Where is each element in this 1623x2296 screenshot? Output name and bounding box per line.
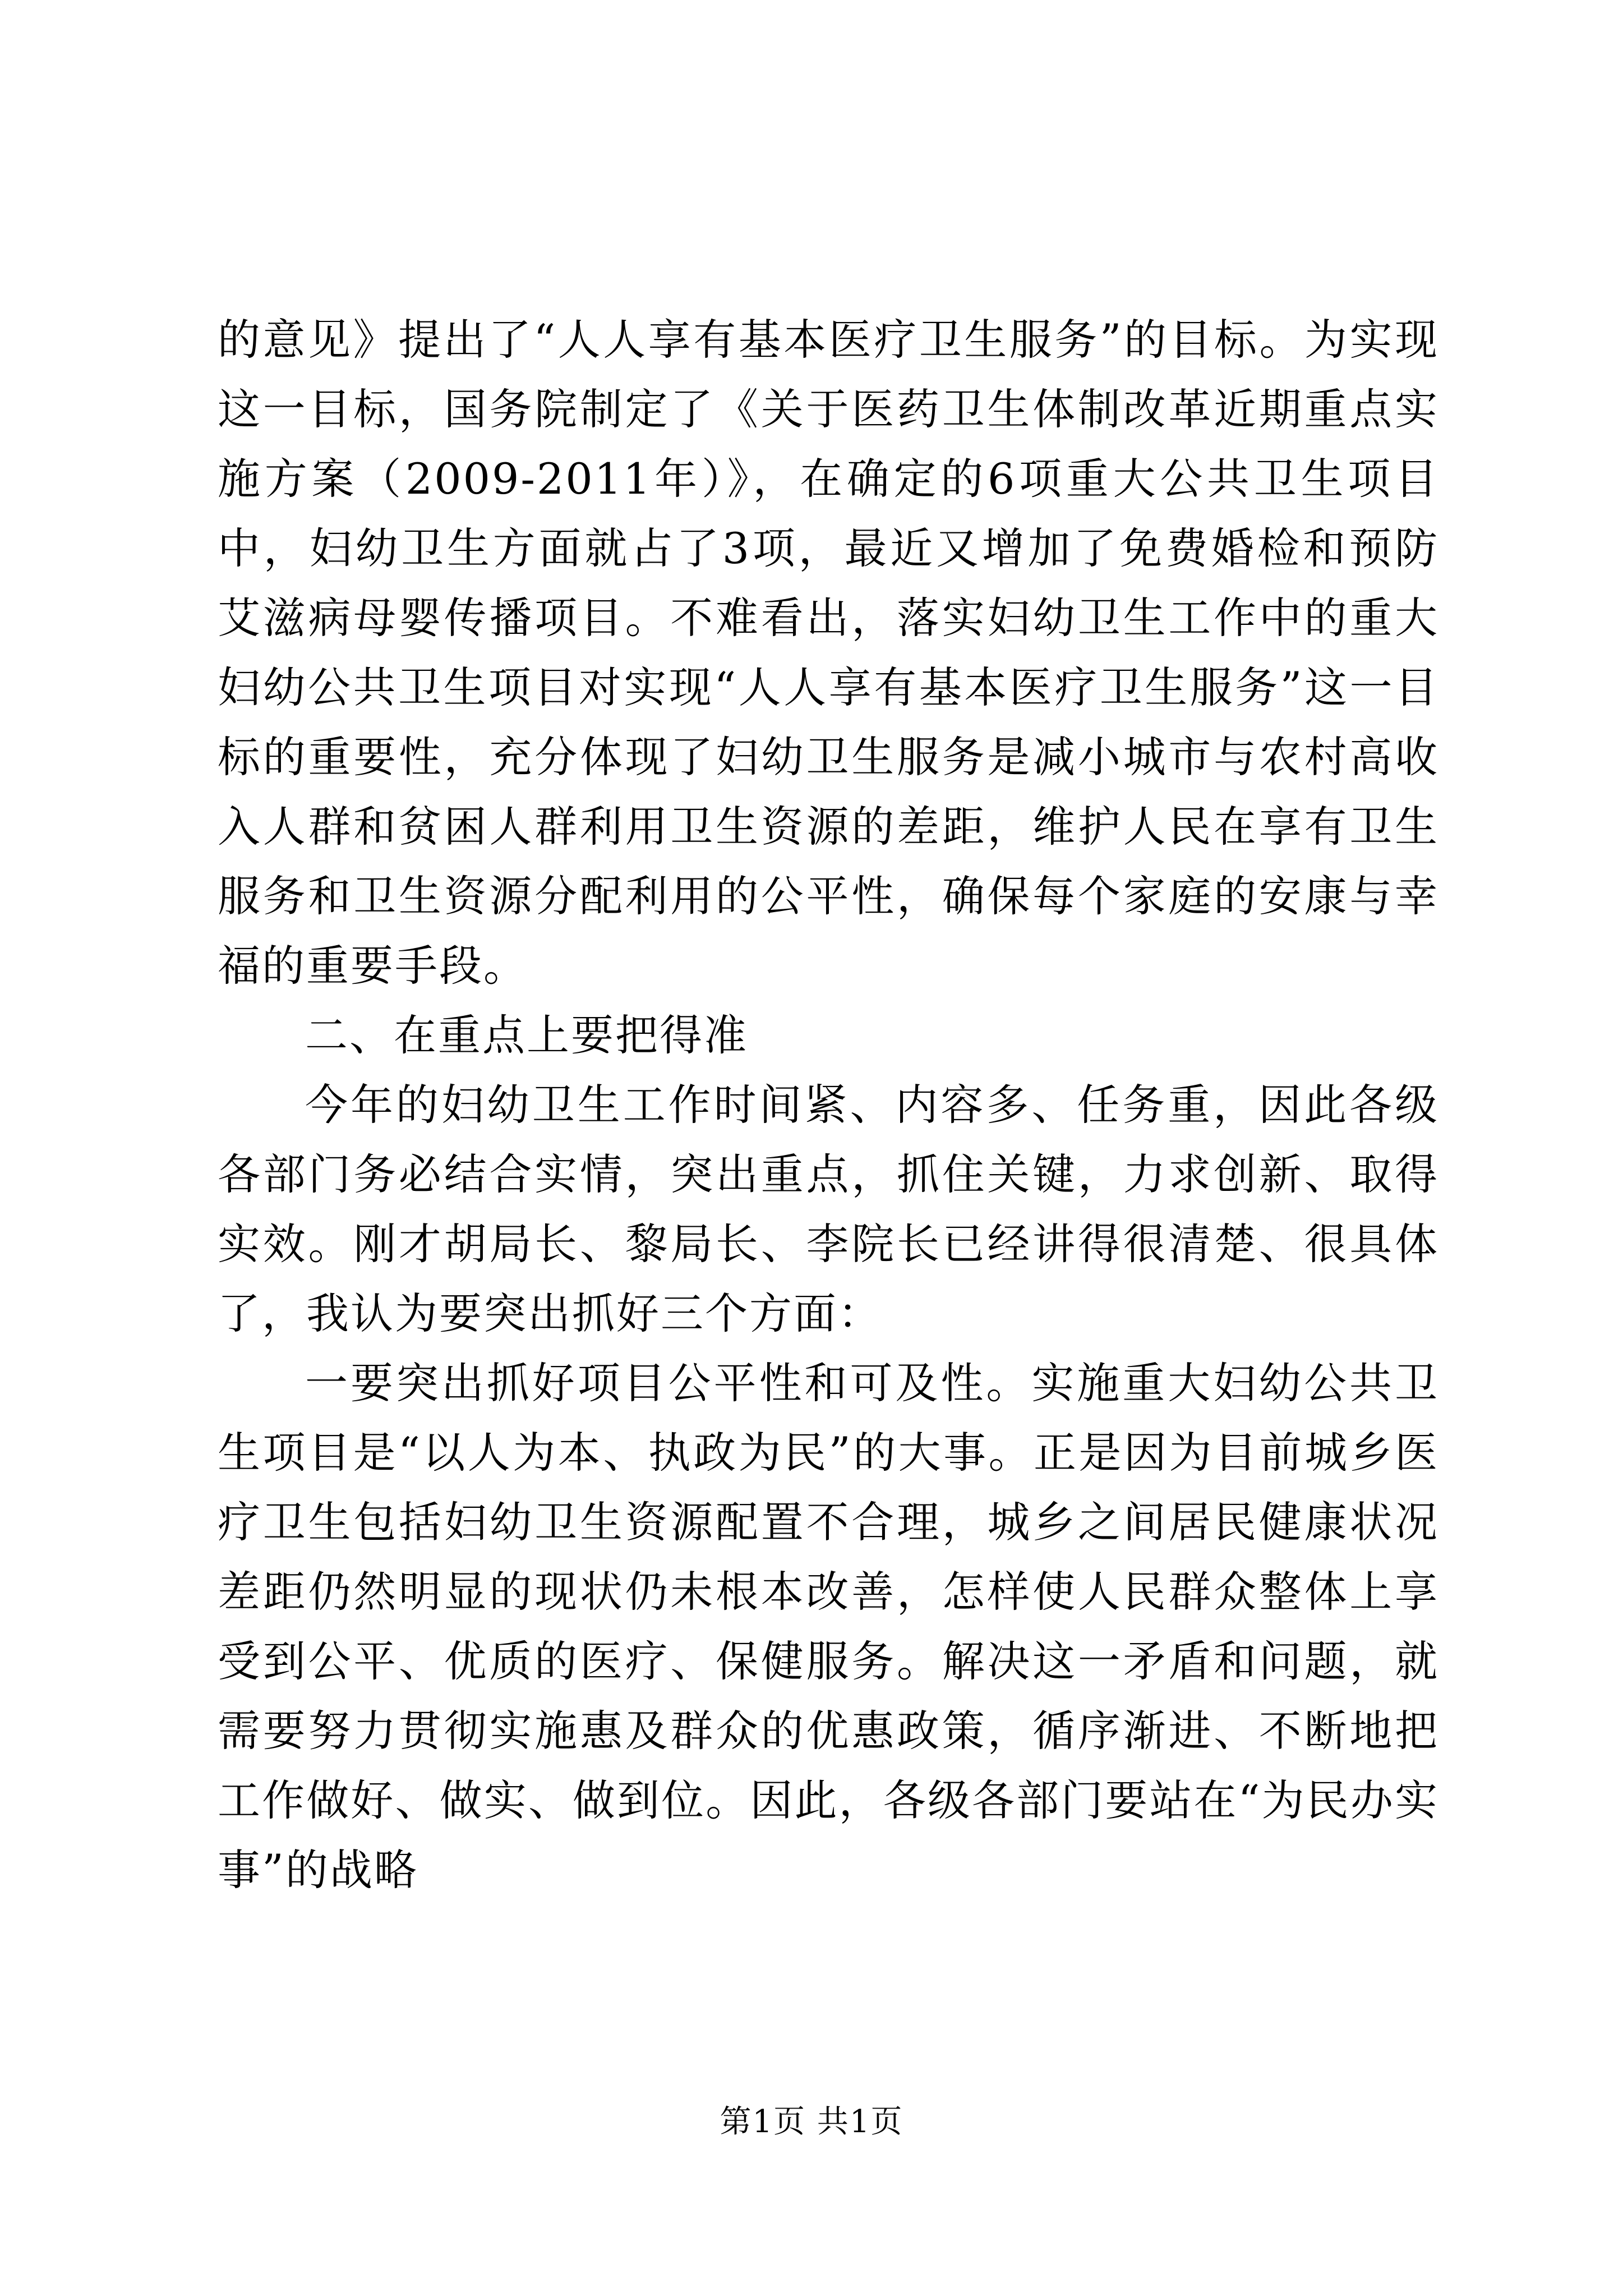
document-body — [218, 305, 1439, 1905]
paragraph-intro: 今年的妇幼卫生工作时间紧、内容多、任务重，因此各级各部门务必结合实情，突出重点，抓住关键，力求创新、取得实效。刚才胡局长、黎局长、李院长已经讲得很清楚、很具体了，我认为要突出抓好三个方面： — [218, 1080, 1439, 1338]
paragraph-point-one: 一要突出抓好项目公平性和可及性。实施重大妇幼公共卫生项目是“以人为本、执政为民”的大事。正是因为目前城乡医疗卫生包括妇幼卫生资源配置不合理，城乡之间居民健康状况差距仍然明显的现状仍未根本改善，怎样使人民群众整体上享受到公平、优质的医疗、保健服务。解决这一矛盾和问题，就需要努力贯彻实施惠及群众的优惠政策，循序渐进、不断地把工作做好、做实、做到位。因此，各级各部门要站在“为民办实事”的战略 — [218, 1358, 1439, 1895]
paragraph-continuation: 的意见》提出了“人人享有基本医疗卫生服务”的目标。为实现这一目标，国务院制定了《关于医药卫生体制改革近期重点实施方案（2009-2011年）》，在确定的6项重大公共卫生项目中，妇幼卫生方面就占了3项，最近又增加了免费婚检和预防艾滋病母婴传播项目。不难看出，落实妇幼卫生工作中的重大妇幼公共卫生项目对实现“人人享有基本医疗卫生服务”这一目标的重要性，充分体现了妇幼卫生服务是减小城市与农村高收入人群和贫困人群利用卫生资源的差距，维护人民在享有卫生服务和卫生资源分配利用的公平性，确保每个家庭的安康与幸福的重要手段。 — [218, 315, 1439, 991]
page-footer: 第1页 共1页 — [720, 2104, 903, 2140]
section-heading: 二、在重点上要把得准 — [305, 1010, 748, 1060]
